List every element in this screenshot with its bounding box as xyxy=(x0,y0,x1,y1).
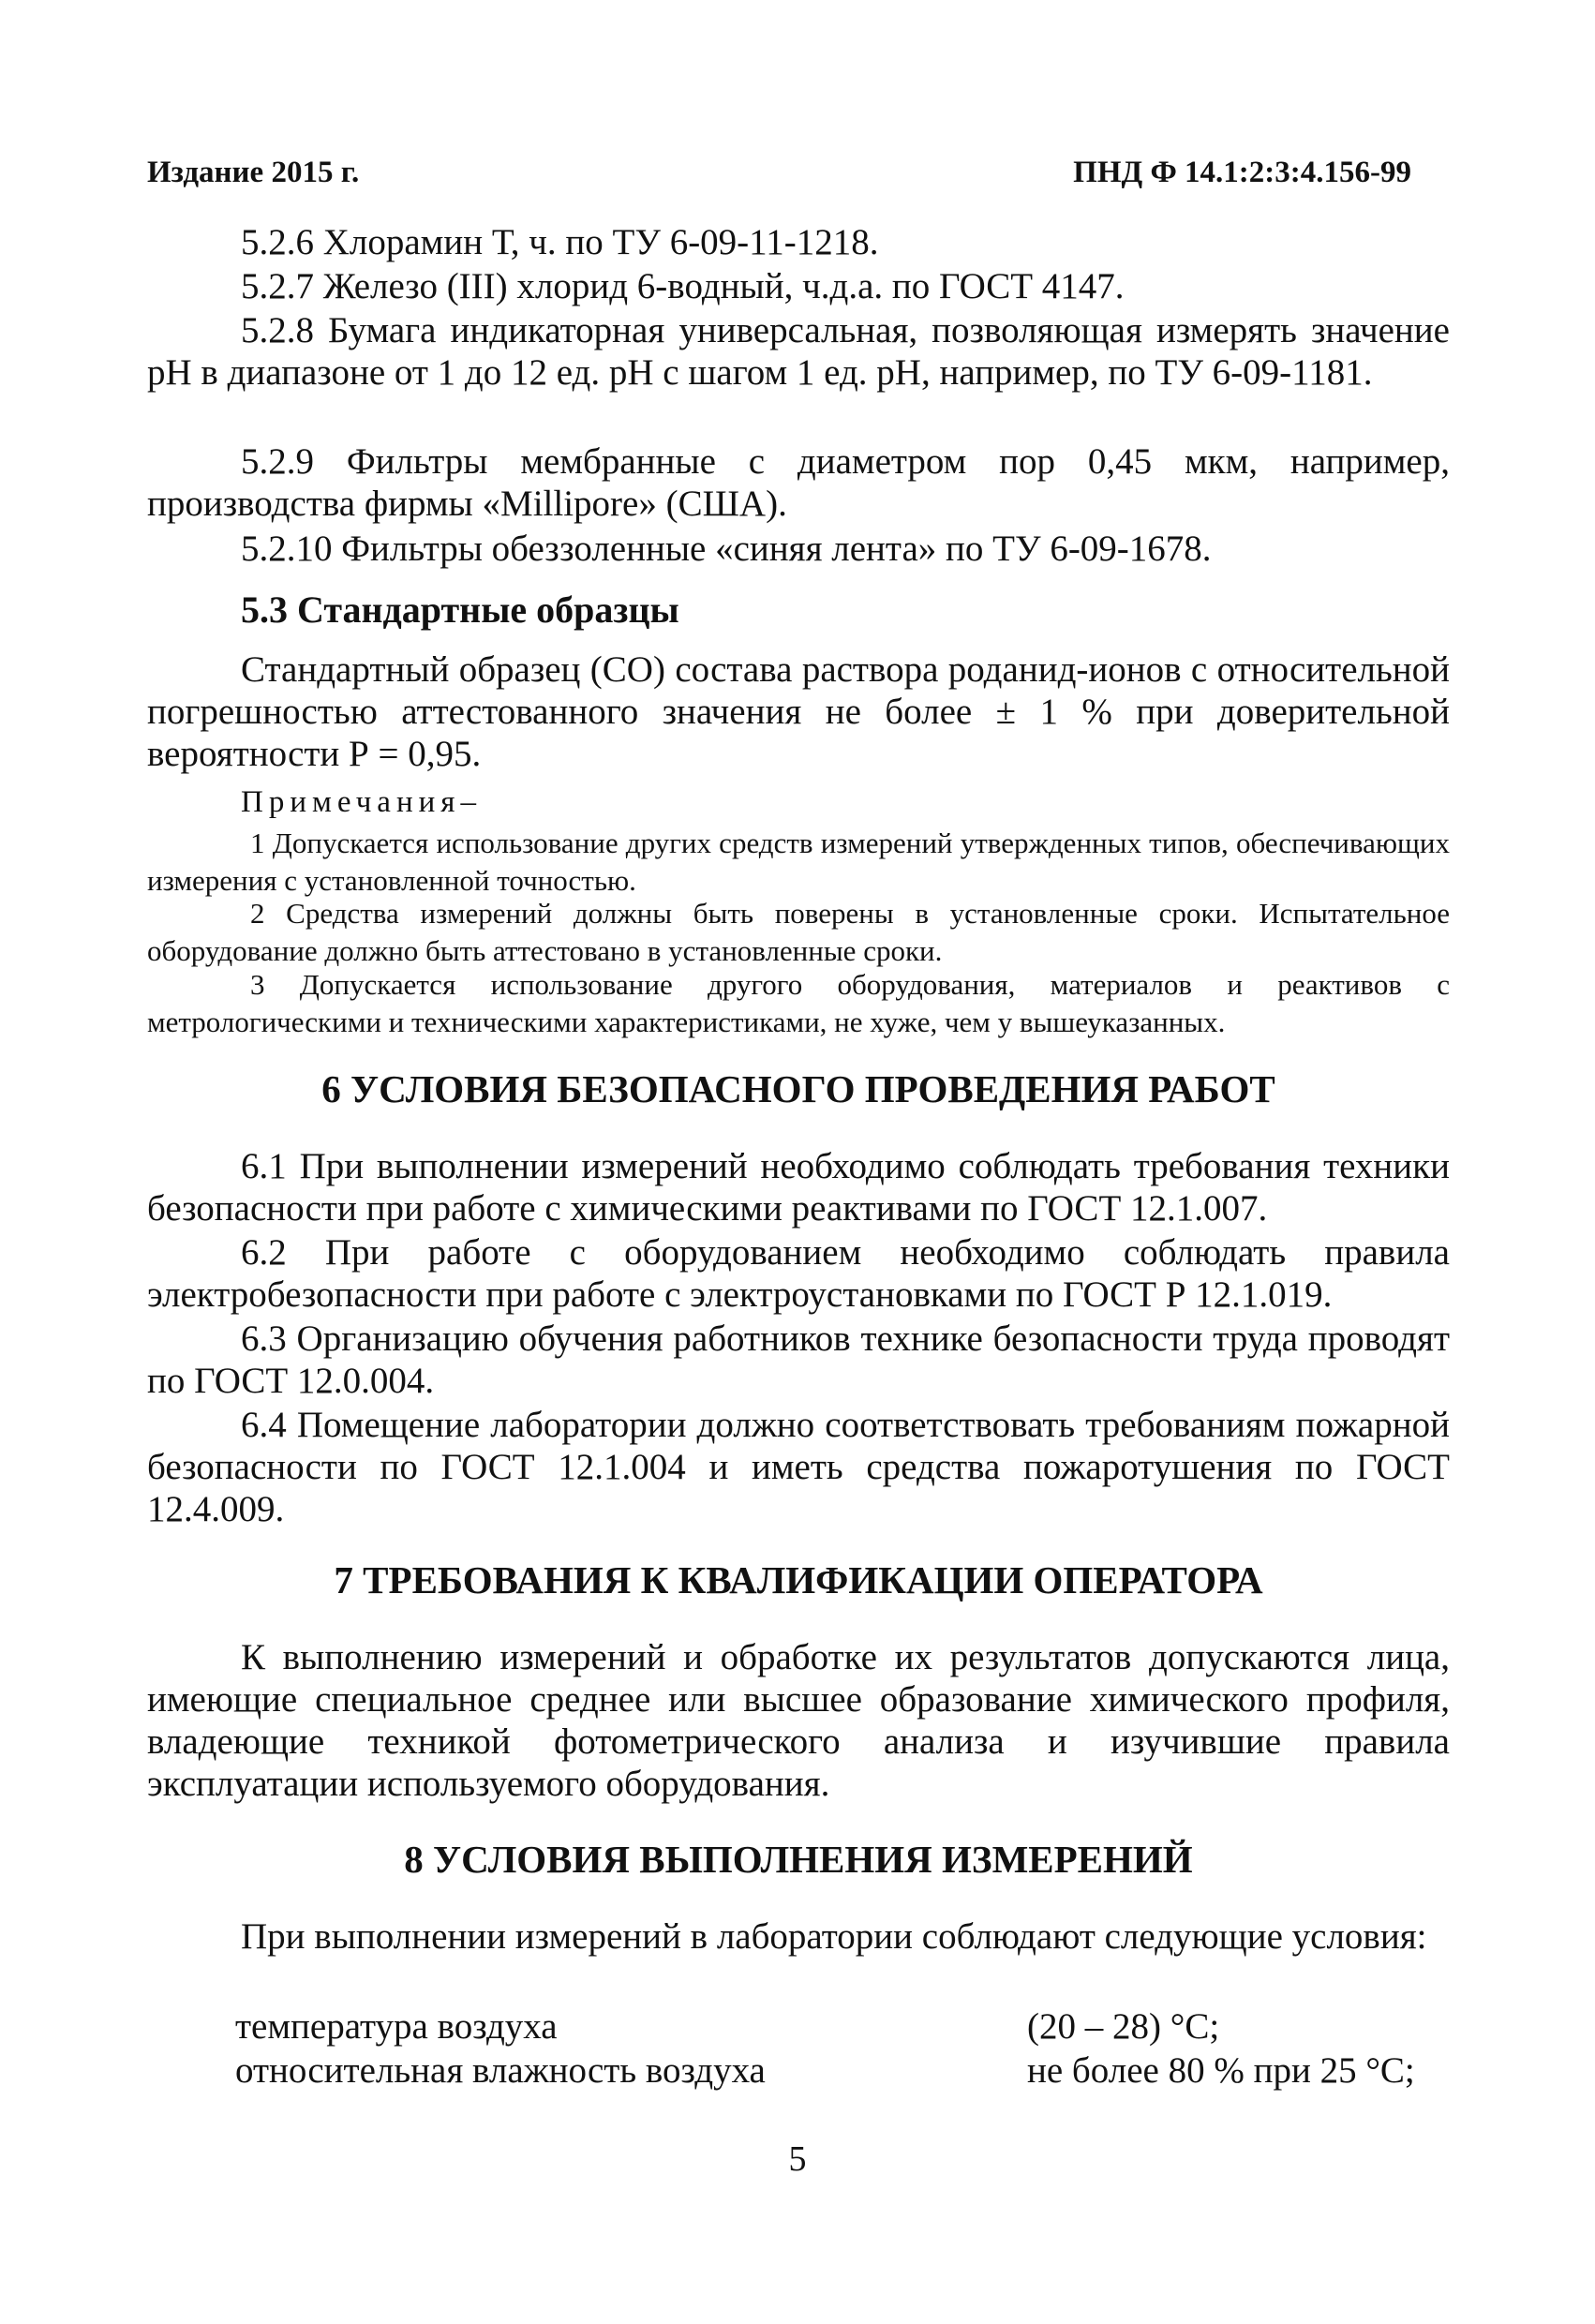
paragraph-6-3: 6.3 Организацию обучения работников технике безопасности труда проводят по ГОСТ 12.0.004. xyxy=(147,1318,1450,1401)
item-5-2-6: 5.2.6 Хлорамин Т, ч. по ТУ 6-09-11-1218. xyxy=(241,222,879,262)
note-2: 2 Средства измерений должны быть поверены в установленные сроки. Испытательное оборудование должно быть аттестовано в установленные сроки. xyxy=(147,897,1450,967)
condition-label-humidity: относительная влажность воздуха xyxy=(235,2050,766,2091)
condition-value-temperature: (20 – 28) °С; xyxy=(1027,2006,1220,2047)
section-6-heading: 6 УСЛОВИЯ БЕЗОПАСНОГО ПРОВЕДЕНИЯ РАБОТ xyxy=(321,1067,1275,1110)
section-8-heading: 8 УСЛОВИЯ ВЫПОЛНЕНИЯ ИЗМЕРЕНИЙ xyxy=(404,1838,1193,1881)
item-5-2-8: 5.2.8 Бумага индикаторная универсальная, позволяющая измерять значение pH в диапазоне от 1 до 12 ед. pH с шагом 1 ед. pH, например, по ТУ 6-09-1181. xyxy=(147,310,1450,393)
edition-label: Издание 2015 г. xyxy=(147,156,360,189)
condition-value-humidity: не более 80 % при 25 °С; xyxy=(1027,2050,1415,2091)
item-5-2-7: 5.2.7 Железо (III) хлорид 6-водный, ч.д.а. по ГОСТ 4147. xyxy=(241,266,1125,306)
condition-label-temperature: температура воздуха xyxy=(235,2006,558,2047)
standard-sample-text: Стандартный образец (СО) состава раствора роданид-ионов с относительной погрешностью аттестованного значения не более ± 1 % при доверительной вероятности Р = 0,95. xyxy=(147,649,1450,774)
paragraph-6-1: 6.1 При выполнении измерений необходимо соблюдать требования техники безопасности при работе с химическими реактивами по ГОСТ 12.1.007. xyxy=(147,1146,1450,1229)
page-number: 5 xyxy=(788,2139,807,2179)
subheading-standard-samples: 5.3 Стандартные образцы xyxy=(241,588,679,631)
note-1: 1 Допускается использование других средств измерений утвержденных типов, обеспечивающих измерения с установленной точностью. xyxy=(147,827,1450,897)
section-8-intro: При выполнении измерений в лаборатории соблюдают следующие условия: xyxy=(241,1916,1427,1957)
document-code: ПНД Ф 14.1:2:3:4.156-99 xyxy=(1073,156,1411,189)
section-7-text: К выполнению измерений и обработке их результатов допускаются лица, имеющие специальное среднее или высшее образование химического профиля, владеющие техникой фотометрического анализа и изучившие правила эксплуатации используемого оборудования. xyxy=(147,1637,1450,1804)
paragraph-6-2: 6.2 При работе с оборудованием необходимо соблюдать правила электробезопасности при работе с электроустановками по ГОСТ Р 12.1.019. xyxy=(147,1232,1450,1315)
note-3: 3 Допускается использование другого оборудования, материалов и реактивов с метрологическими и техническими характеристиками, не хуже, чем у вышеуказанных. xyxy=(147,968,1450,1038)
section-7-heading: 7 ТРЕБОВАНИЯ К КВАЛИФИКАЦИИ ОПЕРАТОРА xyxy=(334,1558,1263,1601)
item-5-2-10: 5.2.10 Фильтры обеззоленные «синяя лента» по ТУ 6-09-1678. xyxy=(241,529,1212,569)
notes-title: Примечания– xyxy=(241,785,482,819)
item-5-2-9: 5.2.9 Фильтры мембранные с диаметром пор 0,45 мкм, например, производства фирмы «Millipore» (США). xyxy=(147,441,1450,524)
paragraph-6-4: 6.4 Помещение лаборатории должно соответствовать требованиям пожарной безопасности по ГОСТ 12.1.004 и иметь средства пожаротушения по ГОСТ 12.4.009. xyxy=(147,1405,1450,1529)
